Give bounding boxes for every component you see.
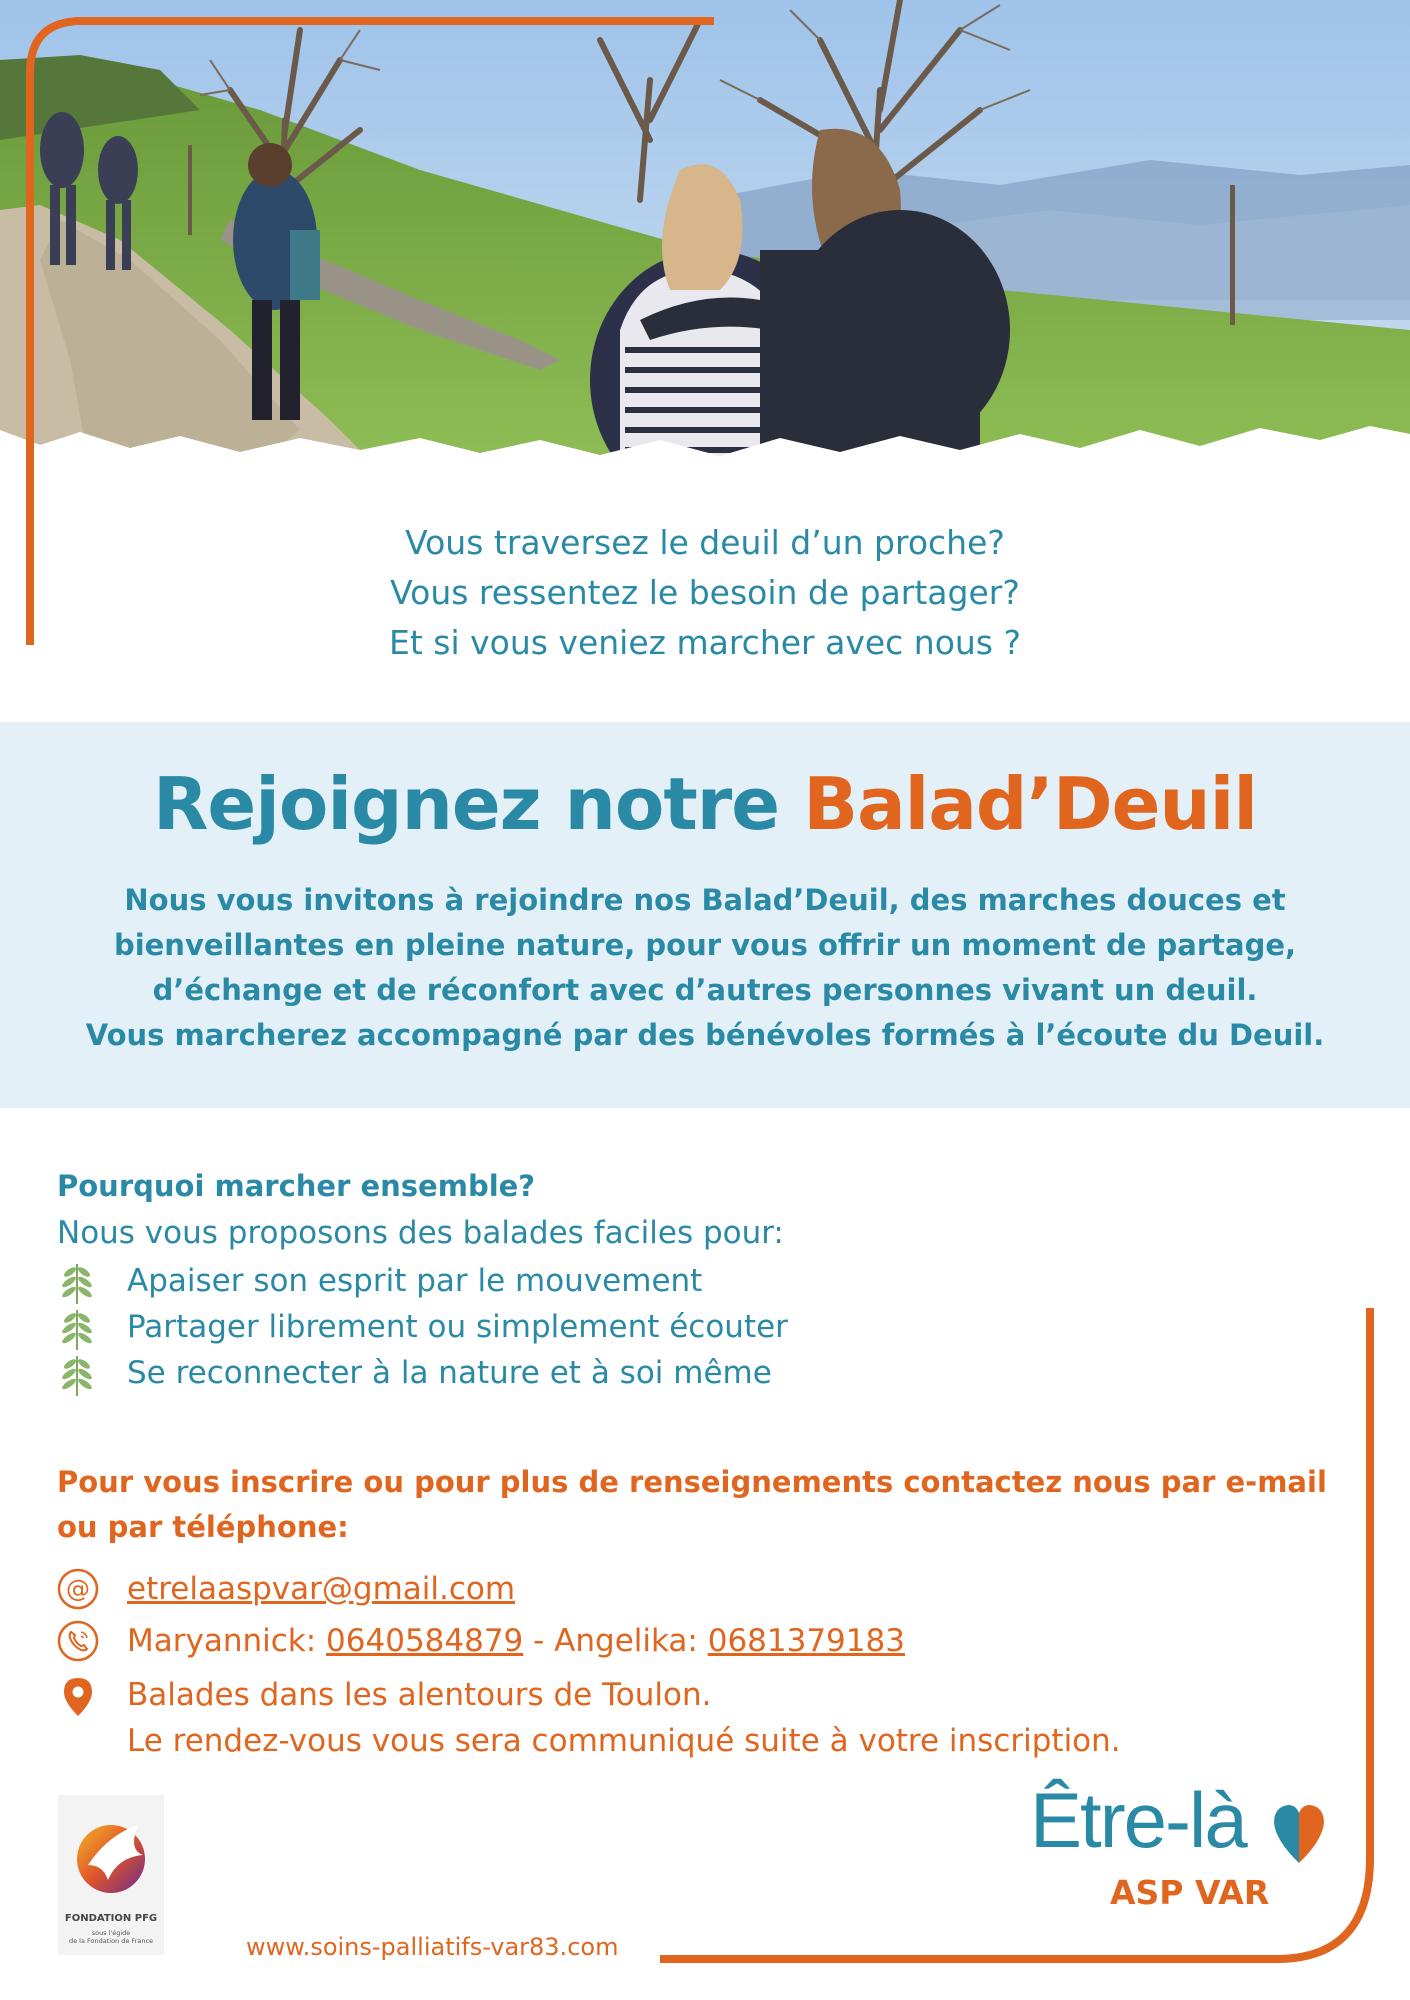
why-heading: Pourquoi marcher ensemble? (57, 1169, 536, 1203)
leaf-icon (57, 1352, 97, 1396)
invitation-line: Vous marcherez accompagné par des bénévoles formés à l’écoute du Deuil. (85, 1018, 1325, 1052)
email-link[interactable]: etrelaaspvar@gmail.com (127, 1571, 516, 1607)
why-item-text: Partager librement ou simplement écouter (127, 1309, 788, 1345)
phone-link-1[interactable]: 0640584879 (326, 1623, 524, 1659)
dove-logo-icon (58, 1795, 164, 1913)
leaf-icon (57, 1260, 97, 1304)
at-sign-icon (57, 1568, 99, 1610)
pfg-subtitle (58, 1929, 164, 1945)
why-section (57, 1164, 1157, 1396)
heart-drop-icon (1270, 1801, 1328, 1865)
contact-phone-row (57, 1618, 1307, 1664)
intro-line: Et si vous veniez marcher avec nous ? (388, 623, 1021, 662)
intro-line: Vous ressentez le besoin de partager? (390, 573, 1020, 612)
frame-line-top (75, 17, 714, 25)
etre-la-logo (1030, 1775, 1340, 1935)
contact-heading: Pour vous inscrire ou pour plus de renseignements contactez nous par e-mail ou par téléphone: (57, 1465, 1327, 1544)
pfg-subtitle-line: sous l'égide (91, 1929, 131, 1937)
location-line-2: Le rendez-vous vous sera communiqué suite à votre inscription. (127, 1723, 1121, 1759)
invitation-text (40, 878, 1370, 1058)
invitation-line: d’échange et de réconfort avec d’autres personnes vivant un deuil. (152, 973, 1258, 1007)
intro-line: Vous traversez le deuil d’un proche? (405, 523, 1005, 562)
frame-line-right (1366, 1308, 1374, 1862)
why-intro: Nous vous proposons des balades faciles pour: (57, 1215, 784, 1251)
invitation-line: Nous vous invitons à rejoindre nos Balad’Deuil, des marches douces et (124, 883, 1286, 917)
list-item (57, 1350, 1157, 1396)
hero-photo (0, 0, 1410, 470)
phone-contact-name-2: - Angelika: (523, 1623, 708, 1659)
phone-link-2[interactable]: 0681379183 (707, 1623, 905, 1659)
logo-subtitle: ASP VAR (1110, 1873, 1270, 1912)
fondation-pfg-logo (58, 1795, 164, 1955)
phone-icon (57, 1620, 99, 1662)
page-title (0, 762, 1410, 846)
frame-line-bottom (660, 1955, 1280, 1963)
leaf-icon (57, 1306, 97, 1350)
svg-text:@: @ (66, 1575, 90, 1603)
invitation-line: bienveillantes en pleine nature, pour vous offrir un moment de partage, (113, 928, 1297, 962)
invitation-band (0, 722, 1410, 1108)
contact-location-row (57, 1672, 1307, 1764)
location-line-1: Balades dans les alentours de Toulon. (127, 1677, 712, 1713)
logo-wordmark: Être-là (1030, 1776, 1246, 1864)
pfg-name: FONDATION PFG (64, 1913, 158, 1924)
why-item-text: Apaiser son esprit par le mouvement (127, 1263, 703, 1299)
location-pin-icon (57, 1676, 99, 1718)
list-item (57, 1304, 1157, 1350)
website-link[interactable]: www.soins-palliatifs-var83.com (246, 1933, 619, 1961)
intro-questions (0, 518, 1410, 668)
contact-email-row (57, 1566, 1307, 1612)
hiking-scene-illustration (0, 0, 1410, 470)
title-part-teal: Rejoignez notre (152, 762, 804, 846)
why-item-text: Se reconnecter à la nature et à soi même (127, 1355, 772, 1391)
pfg-subtitle-line: de la Fondation de France (68, 1937, 154, 1945)
title-part-orange: Balad’Deuil (803, 762, 1258, 846)
frame-corner-top-left (26, 17, 86, 77)
list-item (57, 1258, 1157, 1304)
phone-contact-name-1: Maryannick: (127, 1623, 327, 1659)
